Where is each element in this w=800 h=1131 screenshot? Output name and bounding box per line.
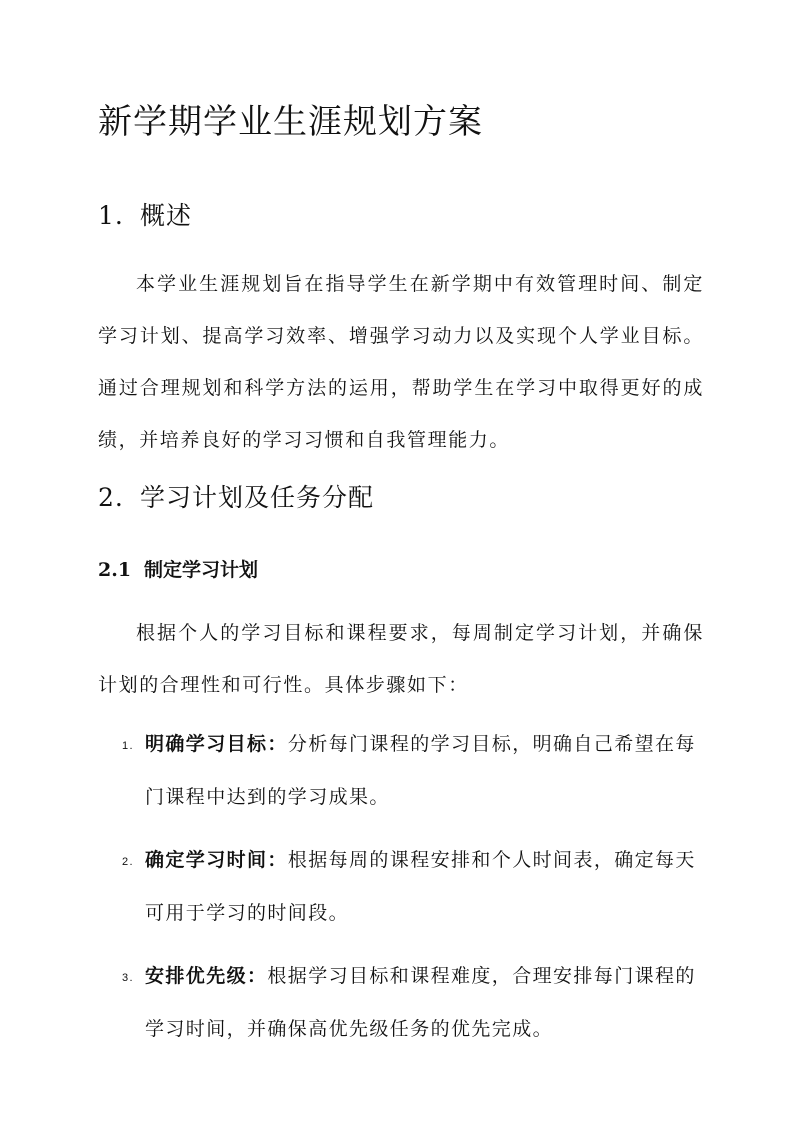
section-number: 1.	[98, 201, 124, 230]
section-number: 2.	[98, 483, 124, 512]
overview-paragraph: 本学业生涯规划旨在指导学生在新学期中有效管理时间、制定学习计划、提高学习效率、增强学习动力以及实现个人学业目标。通过合理规划和科学方法的运用，帮助学生在学习中取得更好的成绩，并培养良好的学习习惯和自我管理能力。	[98, 273, 704, 451]
list-item	[98, 834, 704, 940]
list-item-number: 2.	[122, 856, 134, 868]
list-item-number: 3.	[122, 972, 134, 984]
list-item	[98, 718, 704, 824]
section-title: 概述	[140, 201, 193, 230]
list-item-text: 分析每门课程的学习目标，明确自己希望在每门课程中达到的学习成果。	[145, 733, 696, 808]
list-item-number: 1.	[122, 740, 134, 752]
steps-list	[98, 718, 704, 1066]
list-item	[98, 950, 704, 1056]
subsection-number: 2.1	[98, 559, 132, 581]
subsection-heading-make-plan	[98, 555, 258, 582]
list-item-text: 根据学习目标和课程难度，合理安排每门课程的学习时间，并确保高优先级任务的优先完成。	[145, 965, 696, 1040]
list-item-term: 明确学习目标：	[145, 733, 288, 755]
list-item-term: 安排优先级：	[145, 965, 268, 987]
list-item-term: 确定学习时间：	[145, 849, 288, 871]
study-plan-paragraph: 根据个人的学习目标和课程要求，每周制定学习计划，并确保计划的合理性和可行性。具体步骤如下：	[98, 622, 704, 696]
section-heading-study-plan	[98, 478, 374, 514]
document-title: 新学期学业生涯规划方案	[98, 102, 483, 142]
section-heading-overview	[98, 196, 192, 232]
section-title: 学习计划及任务分配	[140, 483, 375, 512]
subsection-title: 制定学习计划	[144, 559, 259, 581]
list-item-text: 根据每周的课程安排和个人时间表，确定每天可用于学习的时间段。	[145, 849, 696, 924]
